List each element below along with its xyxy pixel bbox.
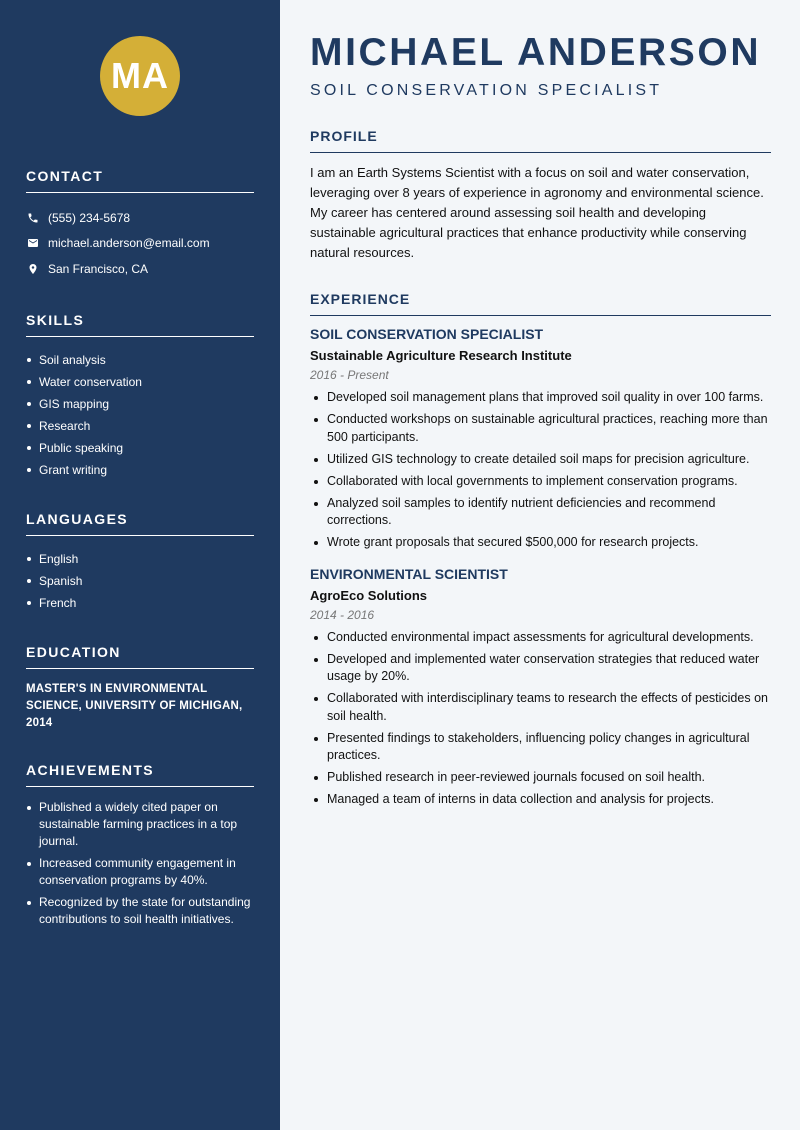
location-pin-icon <box>26 262 39 275</box>
skills-section <box>26 312 254 481</box>
job-bullet: Managed a team of interns in data collection and analysis for projects. <box>310 791 771 809</box>
job-bullet: Collaborated with interdisciplinary teams to research the effects of pesticides on soil health. <box>310 690 771 725</box>
job-bullets <box>310 389 771 552</box>
languages-section <box>26 511 254 614</box>
phone-icon <box>26 211 39 224</box>
phone-text: (555) 234-5678 <box>48 210 131 225</box>
languages-title: LANGUAGES <box>26 511 254 536</box>
email-icon <box>26 237 39 250</box>
job-bullet: Analyzed soil samples to identify nutrient deficiencies and recommend corrections. <box>310 495 771 530</box>
achievements-section <box>26 762 254 928</box>
sidebar <box>0 0 280 1130</box>
education-section <box>26 644 254 732</box>
languages-list <box>26 548 254 614</box>
contact-email <box>26 231 254 257</box>
contact-location <box>26 256 254 282</box>
achievements-title: ACHIEVEMENTS <box>26 762 254 787</box>
avatar-initials: MA <box>111 55 169 96</box>
skill-item: Research <box>26 415 254 437</box>
job-bullet: Utilized GIS technology to create detailed soil maps for precision agriculture. <box>310 451 771 469</box>
contact-title: CONTACT <box>26 168 254 193</box>
job-bullet: Presented findings to stakeholders, influencing policy changes in agricultural practices. <box>310 730 771 765</box>
job-company: AgroEco Solutions <box>310 587 427 603</box>
job-entry <box>310 566 771 809</box>
contact-phone <box>26 205 254 231</box>
main-content <box>280 0 800 1130</box>
job-bullet: Conducted environmental impact assessments for agricultural developments. <box>310 629 771 647</box>
language-item: English <box>26 548 254 570</box>
job-title: SOIL CONSERVATION SPECIALIST <box>310 326 544 342</box>
experience-title: EXPERIENCE <box>310 291 771 316</box>
email-text[interactable]: michael.anderson@email.com <box>48 236 210 251</box>
achievement-item: Published a widely cited paper on sustainable farming practices in a top journal. <box>26 799 254 850</box>
skills-title: SKILLS <box>26 312 254 337</box>
candidate-name: MICHAEL ANDERSON <box>310 31 762 74</box>
achievement-item: Increased community engagement in conservation programs by 40%. <box>26 855 254 889</box>
job-bullet: Collaborated with local governments to implement conservation programs. <box>310 473 771 491</box>
job-title: ENVIRONMENTAL SCIENTIST <box>310 565 508 582</box>
language-item: French <box>26 592 254 614</box>
avatar <box>100 36 180 116</box>
skill-item: Public speaking <box>26 437 254 459</box>
job-bullet: Developed and implemented water conservation strategies that reduced water usage by 20%. <box>310 651 771 686</box>
skill-item: Water conservation <box>26 371 254 393</box>
language-item: Spanish <box>26 570 254 592</box>
job-bullet: Published research in peer-reviewed journals focused on soil health. <box>310 769 771 787</box>
profile-text: I am an Earth Systems Scientist with a focus on soil and water conservation, leveraging over 8 years of experience in agronomy and environmental science. My career has centered around assessing soil health and developing sustainable agricultural practices that enhance productivity while conserving natural resources. <box>310 165 764 260</box>
job-bullet: Conducted workshops on sustainable agricultural practices, reaching more than 500 participants. <box>310 411 771 446</box>
skill-item: Grant writing <box>26 459 254 481</box>
skills-list <box>26 349 254 481</box>
job-dates: 2016 - Present <box>310 368 389 382</box>
achievement-item: Recognized by the state for outstanding contributions to soil health initiatives. <box>26 894 254 928</box>
job-bullet: Wrote grant proposals that secured $500,000 for research projects. <box>310 534 771 552</box>
education-entry: MASTER'S IN ENVIRONMENTAL SCIENCE, UNIVERSITY OF MICHIGAN, 2014 <box>26 682 243 729</box>
job-bullet: Developed soil management plans that improved soil quality in over 100 farms. <box>310 389 771 407</box>
location-text: San Francisco, CA <box>48 261 149 276</box>
candidate-role: SOIL CONSERVATION SPECIALIST <box>310 82 663 99</box>
contact-section <box>26 168 254 282</box>
education-title: EDUCATION <box>26 644 254 669</box>
skill-item: Soil analysis <box>26 349 254 371</box>
achievements-list <box>26 799 254 928</box>
skill-item: GIS mapping <box>26 393 254 415</box>
job-entry <box>310 326 771 552</box>
job-bullets <box>310 629 771 809</box>
job-dates: 2014 - 2016 <box>310 607 375 622</box>
profile-title: PROFILE <box>310 128 771 153</box>
job-company: Sustainable Agriculture Research Institute <box>310 348 572 363</box>
